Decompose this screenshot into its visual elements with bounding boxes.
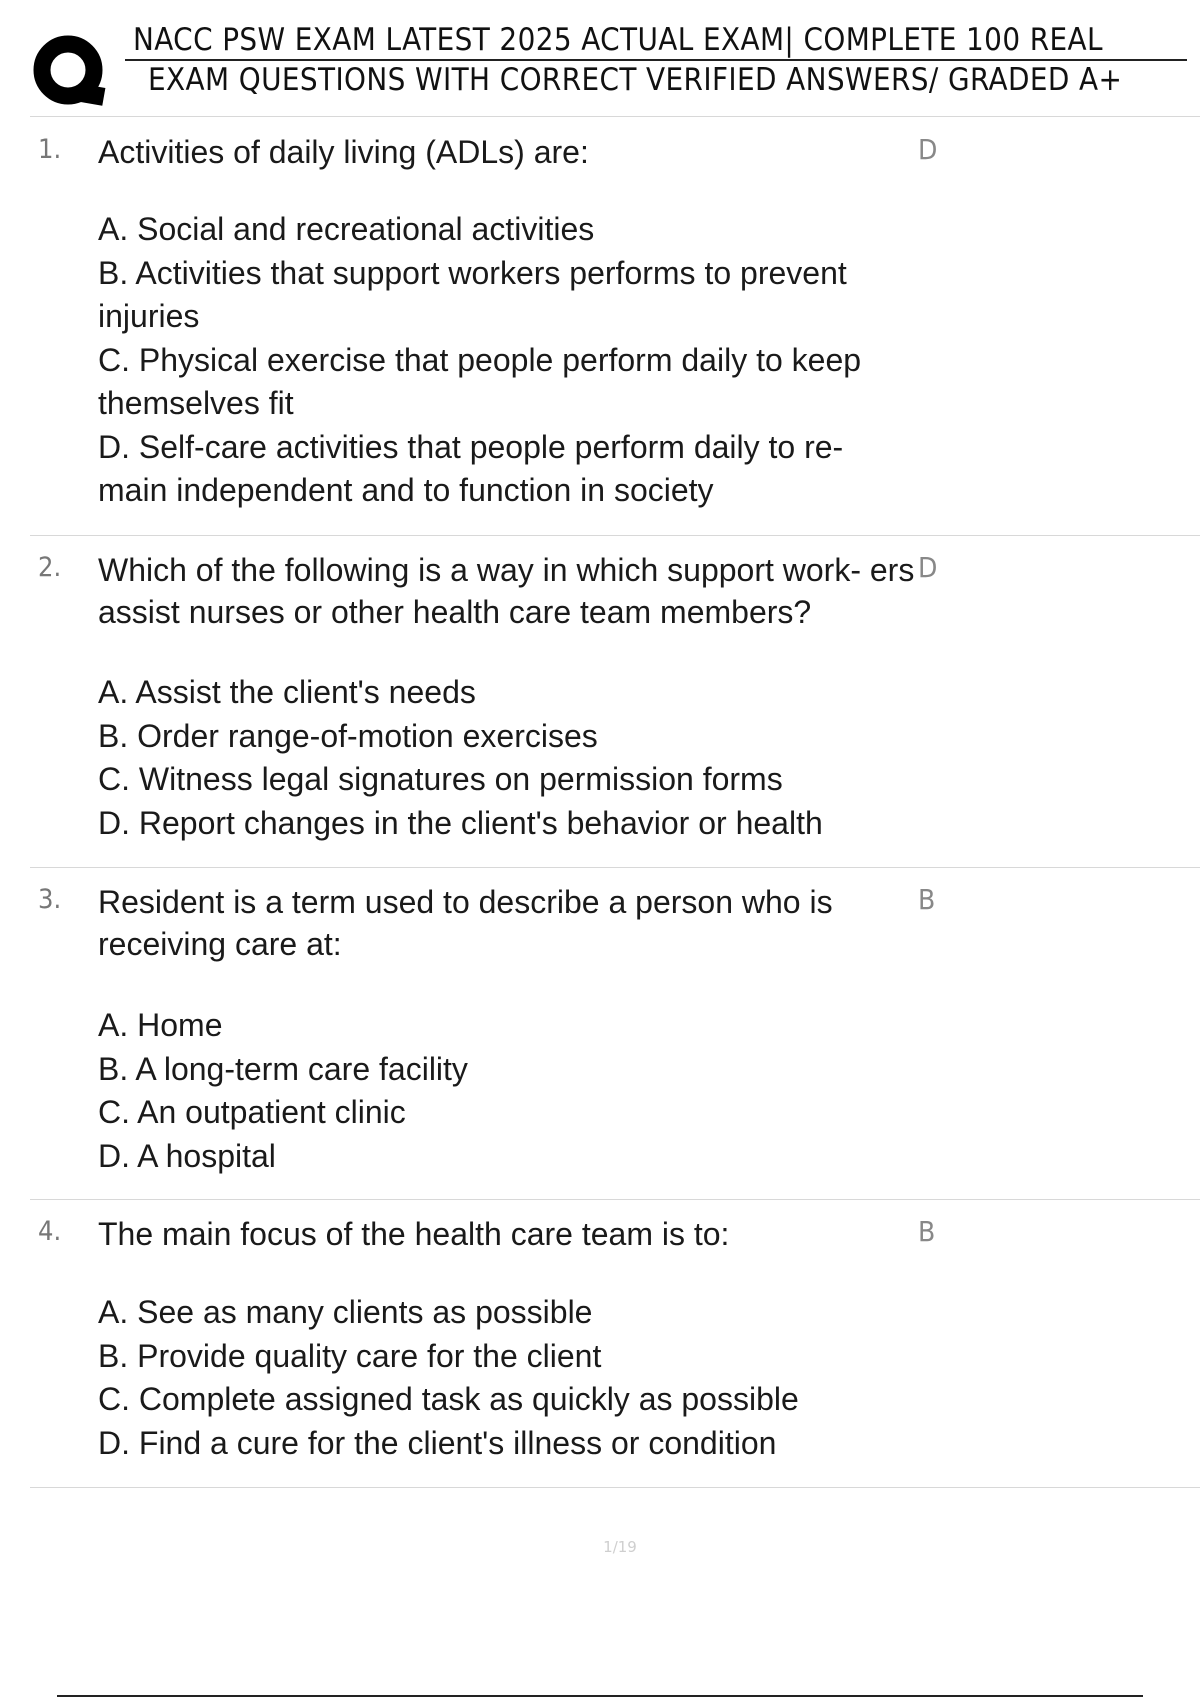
option-list (98, 1291, 918, 1465)
answer-key: B (918, 1215, 936, 1248)
option-a: A. See as many clients as possible (98, 1294, 593, 1330)
page-number: 1/19 (603, 1538, 637, 1556)
option-list (98, 208, 918, 513)
question-number: 4. (38, 1216, 62, 1247)
question-number: 2. (38, 552, 62, 583)
option-a: A. Home (98, 1007, 223, 1043)
option-b: B. Provide quality care for the client (98, 1337, 602, 1374)
question-text: Which of the following is a way in which support work- ers assist nurses or other health care team members? (98, 552, 915, 630)
q-logo-icon (30, 30, 110, 110)
option-d: D. A hospital (98, 1137, 276, 1174)
option-c: C. An outpatient clinic (98, 1094, 406, 1130)
option-b: B. A long-term care facility (98, 1050, 468, 1087)
answer-key: D (918, 133, 938, 166)
document-title-line-2: EXAM QUESTIONS WITH CORRECT VERIFIED ANSWERS/ GRADED A+ (148, 62, 1123, 98)
title-divider (125, 59, 1187, 61)
footer-divider (57, 1695, 1143, 1697)
option-list (98, 1004, 918, 1178)
question-separator (30, 1487, 1200, 1488)
question-text: Resident is a term used to describe a person who is receiving care at: (98, 884, 833, 962)
option-a: A. Social and recreational activities (98, 211, 595, 247)
option-c: C. Physical exercise that people perform daily to keep themselves fit (98, 341, 862, 421)
option-c: C. Witness legal signatures on permission forms (98, 761, 783, 797)
option-b: B. Order range-of-motion exercises (98, 717, 598, 754)
question-separator (30, 535, 1200, 536)
option-d: D. Self-care activities that people perform daily to re- main independent and to function in society (98, 428, 844, 508)
question-text: The main focus of the health care team is to: (98, 1216, 730, 1252)
option-list (98, 671, 918, 845)
question-number: 3. (38, 884, 62, 915)
question-number: 1. (38, 134, 62, 165)
question-text: Activities of daily living (ADLs) are: (98, 134, 589, 170)
answer-key: B (918, 883, 936, 916)
question-separator (30, 1199, 1200, 1200)
option-c: C. Complete assigned task as quickly as possible (98, 1381, 799, 1417)
document-header (0, 0, 1200, 118)
document-title-line-1: NACC PSW EXAM LATEST 2025 ACTUAL EXAM| COMPLETE 100 REAL (133, 22, 1103, 58)
option-a: A. Assist the client's needs (98, 674, 476, 710)
header-separator (30, 116, 1200, 117)
question-separator (30, 867, 1200, 868)
option-d: D. Report changes in the client's behavior or health (98, 804, 823, 841)
option-b: B. Activities that support workers performs to prevent injuries (98, 254, 847, 334)
answer-key: D (918, 551, 938, 584)
option-d: D. Find a cure for the client's illness or condition (98, 1424, 777, 1461)
